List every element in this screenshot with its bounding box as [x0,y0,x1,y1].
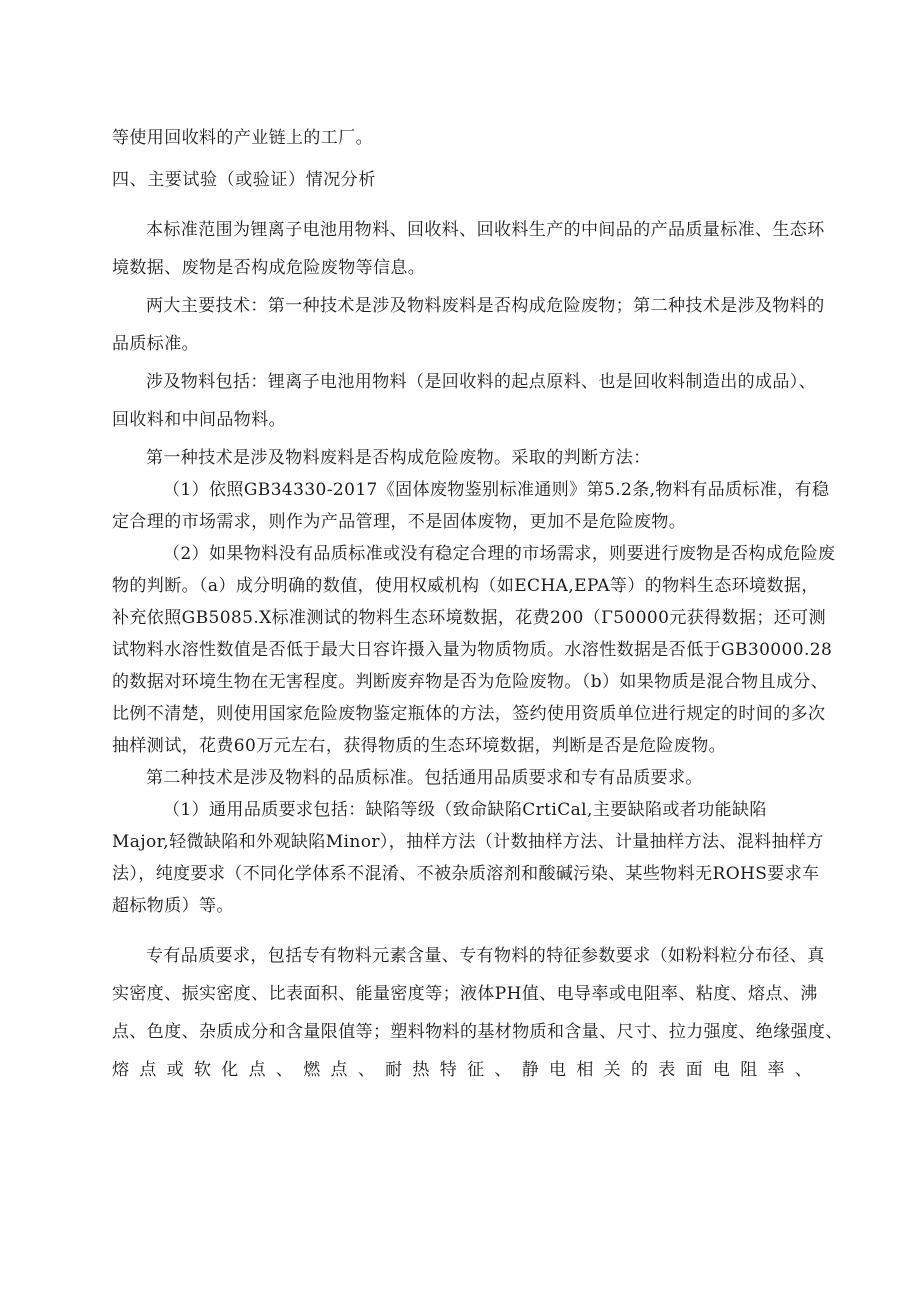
text-line: 等使用回收料的产业链上的工厂。 [112,128,373,148]
justified-glyph: 阻 [740,1060,758,1080]
document-page [112,122,843,1086]
paragraph-line: 物的判断。（a）成分明确的数值，使用权威机构（如ECHA,EPA等）的物料生态环境数据， [112,576,819,596]
justified-glyph: 、 [794,1060,812,1080]
paragraph-line: 试物料水溶性数值是否低于最大日容许摄入量为物质物质。水溶性数据是否低于GB30000.28 [112,640,833,660]
justified-glyph: 、 [357,1060,375,1080]
justified-glyph: 热 [412,1060,430,1080]
justified-glyph: 或 [166,1060,184,1080]
justified-glyph: 点 [248,1060,266,1080]
paragraph-line: 抽样测试，花费60万元左右，获得物质的生态环境数据，判断是否是危险废物。 [112,736,727,756]
paragraph-line: 品质标准。 [112,334,199,354]
paragraph-line: 实密度、振实密度、比表面积、能量密度等；液体PH值、电导率或电阻率、粘度、熔点、沸 [112,984,818,1004]
justified-glyph: 表 [658,1060,676,1080]
paragraph-line: （1）通用品质要求包括：缺陷等级（致命缺陷CrtiCal,主要缺陷或者功能缺陷 [163,800,767,820]
paragraph-line: 本标准范围为锂离子电池用物料、回收料、回收料生产的中间品的产品质量标准、生态环 [146,220,825,240]
justified-glyph: 、 [275,1060,293,1080]
paragraph-line: （2）如果物料没有品质标准或没有稳定合理的市场需求，则要进行废物是否构成危险废 [163,544,836,564]
paragraph-line: （1）依照GB34330-2017《固体废物鉴别标准通则》第5.2条,物料有品质标准，有稳 [163,480,830,500]
justified-glyph: 软 [193,1060,211,1080]
justified-paragraph-line [112,1054,812,1086]
paragraph-line: 的数据对环境生物在无害程度。判断废弃物是否为危险废物。（b）如果物质是混合物且成分、 [112,672,829,692]
justified-glyph: 率 [767,1060,785,1080]
paragraph-line: 补充依照GB5085.X标准测试的物料生态环境数据，花费200（Γ50000元获得数据；还可测 [112,608,826,628]
paragraph-line: 比例不清楚，则使用国家危险废物鉴定瓶体的方法，签约使用资质单位进行规定的时间的多次 [112,704,826,724]
justified-glyph: 电 [712,1060,730,1080]
justified-glyph: 点 [139,1060,157,1080]
justified-glyph: 耐 [385,1060,403,1080]
justified-glyph: 化 [221,1060,239,1080]
justified-glyph: 面 [685,1060,703,1080]
paragraph-line: 专有品质要求，包括专有物料元素含量、专有物料的特征参数要求（如粉料粒分布径、真 [146,946,825,966]
paragraph-line: 涉及物料包括：锂离子电池用物料（是回收料的起点原料、也是回收料制造出的成品）、 [146,372,817,392]
justified-glyph: 相 [576,1060,594,1080]
paragraph-line: Major,轻微缺陷和外观缺陷Minor），抽样方法（计数抽样方法、计量抽样方法、混料抽样方 [112,832,824,852]
justified-glyph: 征 [467,1060,485,1080]
paragraph-line: 定合理的市场需求，则作为产品管理，不是固体废物，更加不是危险废物。 [112,512,687,532]
paragraph-line: 点、色度、杂质成分和含量限值等；塑料物料的基材物质和含量、尺寸、拉力强度、绝缘强度、 [112,1022,843,1042]
paragraph-line: 境数据、废物是否构成危险废物等信息。 [112,258,426,278]
paragraph-line: 第一种技术是涉及物料废料是否构成危险废物。采取的判断方法： [146,448,651,468]
justified-glyph: 关 [603,1060,621,1080]
paragraph-line: 两大主要技术：第一种技术是涉及物料废料是否构成危险废物；第二种技术是涉及物料的 [146,296,825,316]
justified-glyph: 的 [630,1060,648,1080]
paragraph-line: 回收料和中间品物料。 [112,410,286,430]
justified-glyph: 特 [439,1060,457,1080]
justified-glyph: 熔 [112,1060,129,1080]
justified-glyph: 点 [330,1060,348,1080]
paragraph-line: 第二种技术是涉及物料的品质标准。包括通用品质要求和专有品质要求。 [146,768,703,788]
justified-glyph: 电 [549,1060,566,1080]
paragraph-line: 法），纯度要求（不同化学体系不混淆、不被杂质溶剂和酸碱污染、某些物料无ROHS要求车 [112,864,820,884]
section-heading: 四、主要试验（或验证）情况分析 [112,170,376,190]
paragraph-line: 超标物质）等。 [112,896,234,916]
justified-glyph: 静 [521,1060,539,1080]
justified-glyph: 燃 [303,1060,321,1080]
justified-glyph: 、 [494,1060,512,1080]
